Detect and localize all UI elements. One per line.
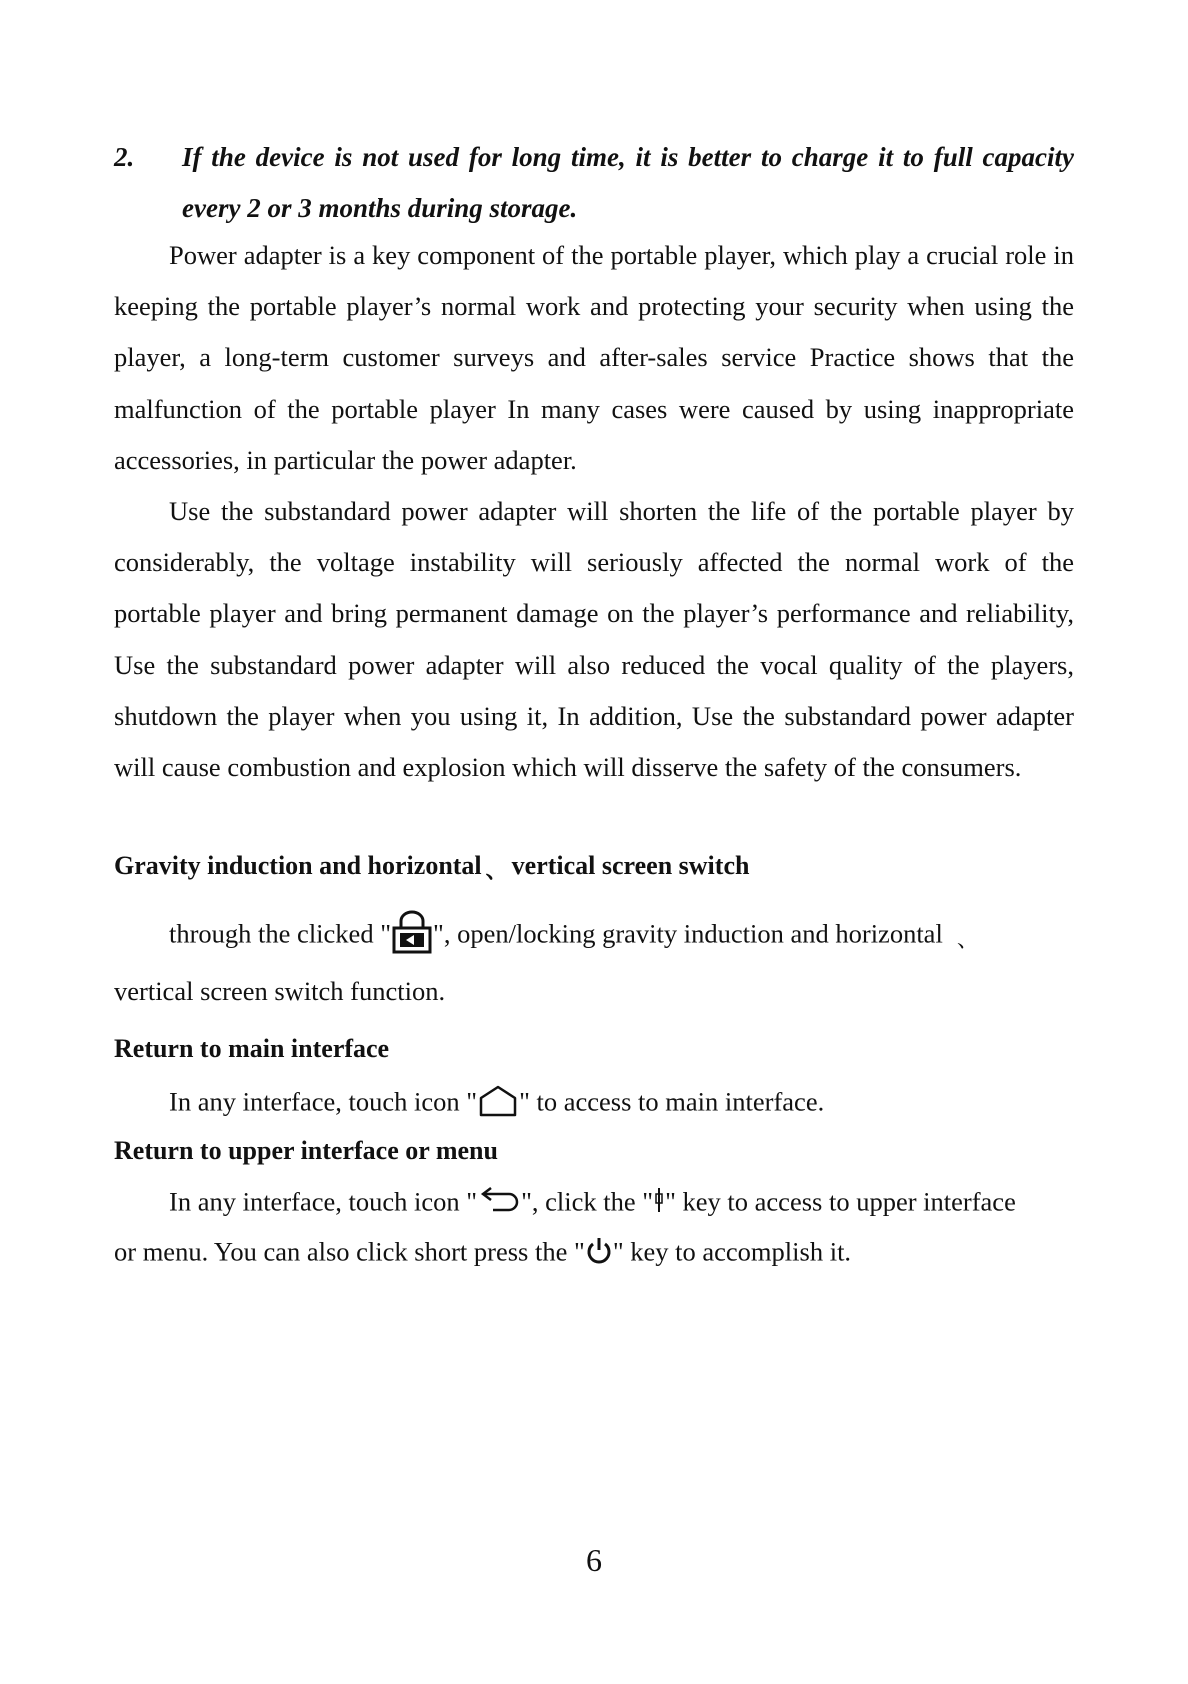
power-icon bbox=[585, 1236, 613, 1273]
upper-text-b: ", click the " bbox=[521, 1186, 654, 1217]
paragraph-power-adapter: Power adapter is a key component of the portable player, which play a crucial role in keeping the portable player’s normal work and protecting your security when using the player, a long-term customer surveys and after-sales service Practice shows that the malfunction of the portable player In many cases were caused by using inappropriate accessories, in particular the power adapter. bbox=[114, 240, 1074, 475]
heading-gravity-b: vertical screen switch bbox=[511, 851, 750, 880]
item-number: 2. bbox=[114, 142, 135, 172]
gravity-line-2: vertical screen switch function. bbox=[114, 976, 446, 1006]
main-interface-line bbox=[169, 1084, 824, 1125]
gravity-text-before: through the clicked " bbox=[169, 918, 392, 949]
gravity-text-after: ", open/locking gravity induction and horizontal bbox=[433, 918, 943, 949]
upper-text-d: or menu. You can also click short press the " bbox=[114, 1236, 585, 1267]
back-arrow-icon bbox=[477, 1186, 521, 1223]
main-text-after: " to access to main interface. bbox=[519, 1086, 825, 1117]
upper-text-a: In any interface, touch icon " bbox=[169, 1186, 478, 1217]
separator-mark: 、 bbox=[485, 858, 508, 883]
upper-interface-line-1 bbox=[169, 1186, 1016, 1223]
upper-text-c: " key to access to upper interface bbox=[665, 1186, 1016, 1217]
item-text: If the device is not used for long time, it is better to charge it to full capacity every 2 or 3 months during storage. bbox=[182, 142, 1074, 223]
gravity-line-1 bbox=[169, 910, 983, 963]
heading-gravity-a: Gravity induction and horizontal bbox=[114, 851, 482, 880]
upper-text-e: " key to accomplish it. bbox=[612, 1236, 852, 1267]
numbered-item bbox=[114, 132, 1074, 234]
upper-interface-line-2 bbox=[114, 1236, 851, 1273]
heading-return-main: Return to main interface bbox=[114, 1034, 390, 1063]
heading-return-upper: Return to upper interface or menu bbox=[114, 1136, 498, 1165]
menu-key-icon bbox=[653, 1186, 665, 1223]
paragraph-substandard-adapter: Use the substandard power adapter will shorten the life of the portable player by considerably, the voltage instability will seriously affected the normal work of the portable player and bring permanent damage on the player’s performance and reliability, Use the substandard power adapter will also reduced the vocal quality of the players, shutdown the player when you using it, In addition, Use the substandard power adapter will cause combustion and explosion which will disserve the safety of the consumers. bbox=[114, 496, 1074, 783]
page-number: 6 bbox=[586, 1542, 602, 1578]
heading-gravity-induction bbox=[114, 850, 749, 881]
home-icon bbox=[477, 1084, 519, 1125]
rotation-lock-icon bbox=[391, 910, 433, 963]
separator-mark-2: 、 bbox=[956, 926, 979, 952]
main-text-before: In any interface, touch icon " bbox=[169, 1086, 478, 1117]
